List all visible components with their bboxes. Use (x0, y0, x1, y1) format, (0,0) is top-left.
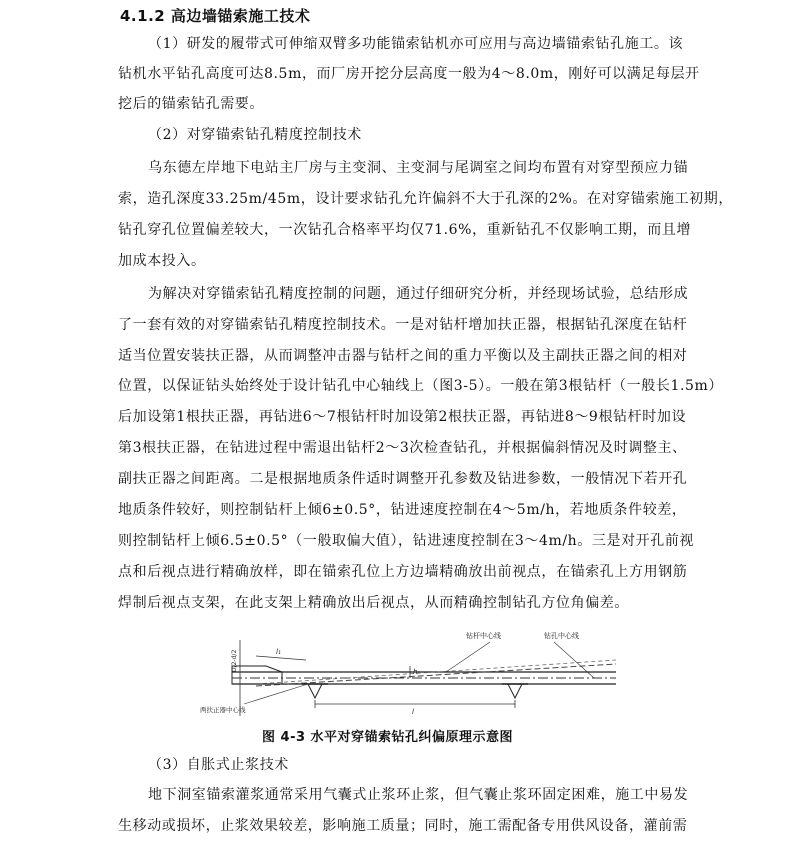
paragraph-line: （1）研发的履带式可伸缩双臂多功能锚索钻机亦可应用与高边墙锚索钻孔施工。该 (148, 36, 684, 52)
paragraph-line: 点和后视点进行精确放样，即在锚索孔位上方边墙精确放出前视点，在锚索孔上方用钢筋 (118, 564, 688, 580)
paragraph-line: 乌东德左岸地下电站主厂房与主变洞、主变洞与尾调室之间均布置有对穿型预应力锚 (148, 160, 689, 176)
paragraph-line: 索，造孔深度33.25m/45m，设计要求钻孔允许偏斜不大于孔深的2%。在对穿锚索施工初期， (118, 191, 733, 207)
l-label: l (412, 708, 414, 716)
paragraph-line: 了一套有效的对穿锚索钻孔精度控制技术。一是对钻杆增加扶正器，根据钻孔深度在钻杆 (118, 317, 688, 333)
drill-bit (232, 666, 282, 684)
l1-dimension (256, 656, 306, 660)
paragraph-line: 后加设第1根扶正器，再钻进6～7根钻杆时加设第2根扶正器，再钻进8～9根钻杆时加设 (118, 409, 687, 425)
figure-caption: 图 4-3 水平对穿锚索钻孔纠偏原理示意图 (262, 730, 514, 745)
paragraph-line: 焊制后视点支架，在此支架上精确放出后视点，从而精确控制钻孔方位角偏差。 (118, 595, 629, 611)
h-label: h (413, 668, 418, 676)
paragraph-line: 挖后的锚索钻孔需要。 (118, 96, 264, 112)
paragraph-line: 地下洞室锚索灌浆通常采用气囊式止浆环止浆，但气囊止浆环固定困难，施工中易发 (148, 787, 689, 803)
paragraph-line: 副扶正器之间距离。二是根据地质条件适时调整开孔参数及钻进参数，一般情况下若开孔 (118, 471, 688, 487)
rod-center-line (256, 664, 616, 686)
support-triangle (308, 684, 322, 698)
subsection-heading: （3）自胀式止浆技术 (148, 757, 289, 773)
paragraph-line: 加成本投入。 (118, 253, 206, 269)
rod-center-label: 钻杆中心线 (466, 632, 501, 640)
support-center-label: 两扶正器中心线 (200, 706, 246, 714)
subsection-heading: （2）对穿锚索钻孔精度控制技术 (148, 127, 362, 143)
paragraph-line: 钻机水平钻孔高度可达8.5m，而厂房开挖分层高度一般为4～8.0m，刚好可以满足每层开 (118, 66, 700, 82)
support-triangle (508, 684, 522, 698)
paragraph-line: 钻孔穿孔位置偏差较大，一次钻孔合格率平均仅71.6%，重新钻孔不仅影响工期，而且增 (118, 222, 692, 238)
paragraph-line: 第3根扶正器，在钻进过程中需退出钻杆2～3次检查钻孔，并根据偏斜情况及时调整主、 (118, 440, 687, 456)
drilling-correction-diagram (196, 620, 636, 716)
rod-center-leader (446, 642, 490, 672)
paragraph-line: 地质条件较好，则控制钻杆上倾6±0.5°，钻进速度控制在4～5m/h，若地质条件较差， (118, 502, 687, 518)
l1-label: l₁ (276, 648, 281, 656)
paragraph-line: 则控制钻杆上倾6.5±0.5°（一般取偏大值），钻进速度控制在3～4m/h。三是对开孔前视 (118, 533, 695, 549)
diameter-label: D/2-d/2 (231, 649, 238, 672)
support-center-leader (244, 684, 308, 704)
paragraph-line: 位置，以保证钻头始终处于设计钻孔中心轴线上（图3-5）。一般在第3根钻杆（一般长1.5m） (118, 378, 723, 394)
paragraph-line: 生移动或损坏，止浆效果较差，影响施工质量；同时，施工需配备专用供风设备，灌前需 (118, 818, 688, 834)
paragraph-line: 为解决对穿锚索钻孔精度控制的问题，通过仔细研究分析，并经现场试验，总结形成 (148, 286, 689, 302)
paragraph-line: 适当位置安装扶正器，从而调整冲击器与钻杆之间的重力平衡以及主副扶正器之间的相对 (118, 348, 688, 364)
hole-center-label: 钻孔中心线 (544, 632, 579, 640)
section-heading: 4.1.2 高边墙锚索施工技术 (120, 7, 311, 25)
